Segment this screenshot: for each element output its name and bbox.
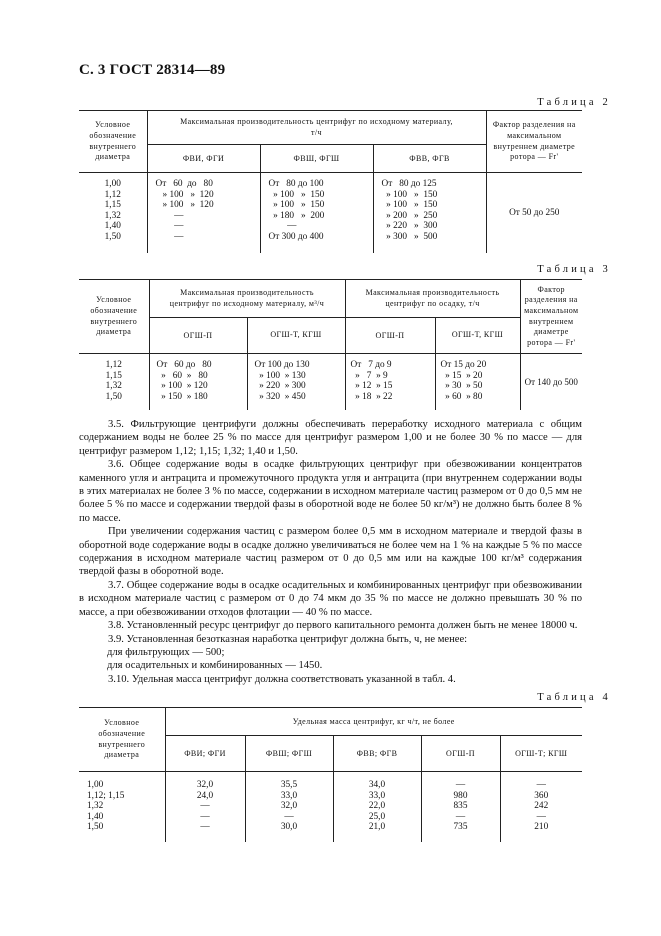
table4-mass-header: Удельная масса центрифуг, кг ч/т, не более [165,708,582,736]
table4-size-header: Условное обозначение внутреннего диаметра [79,708,165,772]
table4-caption: Таблица 4 [537,692,611,703]
para-3-6 [79,458,582,525]
table2-col-fvsh: От 80 до 100 » 100 » 150 » 100 » 150 » 180 » 200 — От 300 до 400 [260,173,373,253]
table-4 [79,707,582,842]
table4-col-ogsh-t: — 360 242 — 210 [534,780,549,833]
para-3-6b: При увеличении содержания частиц с размером более 0,5 мм в исходном материале и твердой фазы в оборотной воде содержание воды в осадке должно увеличиваться не более чем на 1 % на каждые 5 % по массе содержания в исходном материале частиц размером от 0 до 0,5 мм или на каждые 100 кг/м³ содержания твердой фазы в оборотной воде. [79,526,582,578]
table4-sub-ogsh-p: ОГШ-П [421,736,500,772]
table3-col2: От 100 до 130 » 100 » 130 » 220 » 300 » 320 » 450 [247,354,345,410]
table3-col1: От 60 до 80 » 60 » 80 » 100 » 120 » 150 » 180 [149,354,247,410]
para-3-7: 3.7. Общее содержание воды в осадке осадительных и комбинированных центрифуг при обезвоживании в исходном материале частиц с размером от 0 до 74 мкм до 35 % по массе не должно превышать 30 % по массе, а при обезвоживании отходов флотации — 40 % по массе. [79,579,582,618]
table3-size-header: Условное обозначение внутреннего диаметра [79,280,149,354]
table2-sub-fvv: ФВВ, ФГВ [373,145,486,173]
table3-prod1-header: Максимальная производительность центрифуг по исходному материалу, м³/ч [149,280,345,318]
table2-sub-fvi: ФВИ, ФГИ [147,145,260,173]
table3-sub-ogsh-t1: ОГШ-Т, КГШ [247,318,345,354]
para-3-9-filter: для фильтрующих — 500; [107,646,225,658]
table2-factor-header [486,111,582,173]
table2-factor: От 50 до 250 [509,207,560,218]
table2-col-fvi: От 60 до 80 » 100 » 120 » 100 » 120 — — — [147,173,260,253]
table4-sub-fvv: ФВВ; ФГВ [333,736,421,772]
table4-col-fvi: 32,0 24,0 — — — [165,772,245,842]
para-3-10: 3.10. Удельная масса центрифуг должна соответствовать указанной в табл. 4. [108,673,456,685]
para-3-9-sediment: для осадительных и комбинированных — 1450. [107,660,323,672]
table2-caption: Таблица 2 [537,97,611,108]
table3-factor: От 140 до 500 [524,376,578,387]
table3-col3: От 7 до 9 » 7 » 9 » 12 » 15 » 18 » 22 [345,354,435,410]
table2-prod-header: Максимальная производительность центрифуг по исходному материалу, т/ч [147,111,486,145]
table-3 [79,279,582,410]
table3-sub-ogsh-p1: ОГШ-П [149,318,247,354]
table3-caption: Таблица 3 [537,264,611,275]
table3-col4: От 15 до 20 » 15 » 20 » 30 » 50 » 60 » 80 [435,354,520,410]
para-3-5: 3.5. Фильтрующие центрифуги должны обеспечивать переработку исходного материала с общим содержанием воды не более 25 % по массе для центрифуг размером 1,00 и не более 30 % по массе — для центрифуг размером 1,12; 1,15; 1,32; 1,40 и 1,50. [79,419,582,457]
table2-factor-header-text: Фактор разделения на максимальном внутреннем диаметре ротора — Fr' [492,120,576,162]
table4-sub-fvsh: ФВШ; ФГШ [245,736,333,772]
table3-factor-header: Фактор разделения на максимальном внутреннем диаметре ротора — Fr' [524,284,579,347]
table4-sub-ogsh-t: ОГШ-Т; КГШ [515,749,568,758]
table2-size-header: Условное обозначение внутреннего диаметра [79,111,147,173]
table3-sub-ogsh-t2: ОГШ-Т, КГШ [435,318,520,354]
table3-sub-ogsh-p2: ОГШ-П [345,318,435,354]
table3-prod2-header: Максимальная производительность центрифуг по осадку, т/ч [345,280,520,318]
para-3-9: 3.9. Установленная безотказная наработка центрифуг должна быть, ч, не менее: [108,633,468,645]
table2-col-fvv: От 80 до 125 » 100 » 150 » 100 » 150 » 200 » 250 » 220 » 300 » 300 » 500 [373,173,486,253]
table4-col-ogsh-p: — 980 835 — 735 [421,772,500,842]
para-3-6-text: 3.6. Общее содержание воды в осадке фильтрующих центрифуг при обезвоживании концентратов каменного угля и антрацита и промежуточного продукта угля и антрацита (при внутреннем содержании воды в этих материалах не более 3 % по массе, содержании в исходном материале частиц размером от 0 до 0,5 мм не более 5 % по массе и содержании твердой фазы в оборотной воде не более 50 кг/м³) не должно быть более 8 % по массе. [79,459,582,524]
page-header: С. 3 ГОСТ 28314—89 [79,62,226,78]
table2-sizes: 1,00 1,12 1,15 1,32 1,40 1,50 [79,173,147,253]
table3-sizes: 1,12 1,15 1,32 1,50 [79,354,149,410]
body-text [79,418,582,686]
table4-col-fvsh: 35,5 33,0 32,0 — 30,0 [245,772,333,842]
table4-col-fvv: 34,0 33,0 22,0 25,0 21,0 [333,772,421,842]
table-2 [79,110,582,253]
table4-sizes: 1,00 1,12; 1,15 1,32 1,40 1,50 [79,772,165,842]
table2-sub-fvsh: ФВШ, ФГШ [260,145,373,173]
table4-sub-fvi: ФВИ; ФГИ [165,736,245,772]
para-3-8: 3.8. Установленный ресурс центрифуг до первого капитального ремонта должен быть не менее 18000 ч. [108,620,578,632]
